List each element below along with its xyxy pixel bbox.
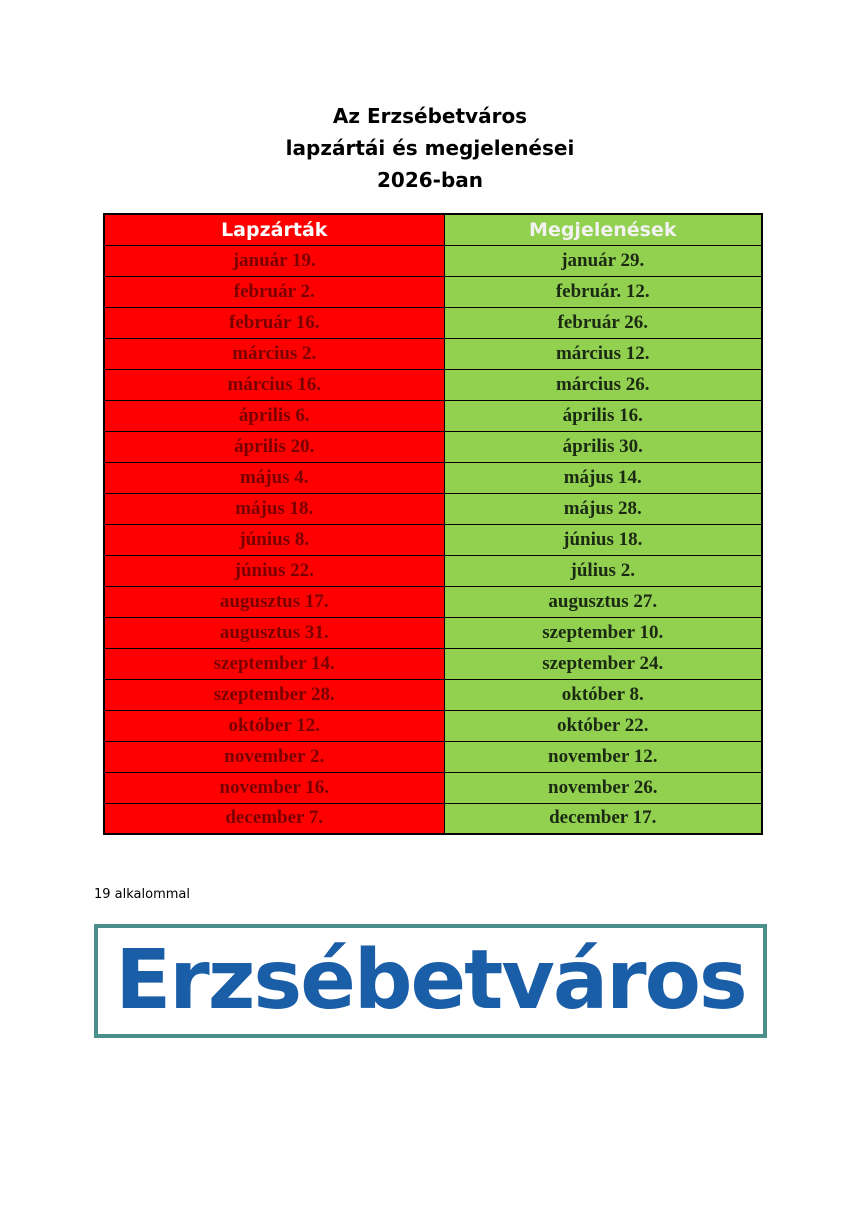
publication-cell: március 26. (444, 369, 762, 400)
schedule-table (103, 213, 763, 835)
publication-cell: november 26. (444, 772, 762, 803)
publication-cell: augusztus 27. (444, 586, 762, 617)
table-row (104, 617, 762, 648)
deadline-cell: március 2. (104, 338, 444, 369)
title-line-3: 2026-ban (376, 168, 483, 192)
table-row (104, 772, 762, 803)
deadline-cell: április 20. (104, 431, 444, 462)
publication-cell: február. 12. (444, 276, 762, 307)
deadline-cell: február 16. (104, 307, 444, 338)
schedule-body (104, 245, 762, 834)
deadline-cell: december 7. (104, 803, 444, 834)
occurrence-note: 19 alkalommal (94, 887, 190, 902)
publication-cell: március 12. (444, 338, 762, 369)
deadline-cell: február 2. (104, 276, 444, 307)
publication-cell: október 8. (444, 679, 762, 710)
publication-cell: december 17. (444, 803, 762, 834)
table-row (104, 555, 762, 586)
publication-cell: szeptember 10. (444, 617, 762, 648)
logo-text: Erzsébetváros (115, 933, 746, 1028)
deadline-cell: november 2. (104, 741, 444, 772)
table-row (104, 462, 762, 493)
table-row (104, 431, 762, 462)
publication-cell: szeptember 24. (444, 648, 762, 679)
table-row (104, 710, 762, 741)
title-line-1: Az Erzsébetváros (332, 104, 528, 128)
deadline-cell: június 22. (104, 555, 444, 586)
deadline-cell: szeptember 14. (104, 648, 444, 679)
publication-cell: április 16. (444, 400, 762, 431)
deadline-cell: augusztus 17. (104, 586, 444, 617)
deadline-cell: november 16. (104, 772, 444, 803)
table-row (104, 400, 762, 431)
publication-cell: február 26. (444, 307, 762, 338)
table-row (104, 648, 762, 679)
publication-cell: április 30. (444, 431, 762, 462)
deadline-cell: március 16. (104, 369, 444, 400)
page-title (0, 100, 860, 196)
publication-cell: május 14. (444, 462, 762, 493)
publication-cell: november 12. (444, 741, 762, 772)
deadline-cell: augusztus 31. (104, 617, 444, 648)
deadline-cell: január 19. (104, 245, 444, 276)
publication-cell: július 2. (444, 555, 762, 586)
deadline-cell: május 4. (104, 462, 444, 493)
deadline-cell: szeptember 28. (104, 679, 444, 710)
table-row (104, 245, 762, 276)
table-header-row (104, 214, 762, 245)
table-row (104, 493, 762, 524)
deadline-cell: október 12. (104, 710, 444, 741)
table-row (104, 524, 762, 555)
deadline-cell: május 18. (104, 493, 444, 524)
table-row (104, 586, 762, 617)
title-line-2: lapzártái és megjelenései (285, 136, 575, 160)
erzsebetvaros-logo (94, 924, 767, 1038)
publication-cell: október 22. (444, 710, 762, 741)
publication-cell: január 29. (444, 245, 762, 276)
publication-cell: május 28. (444, 493, 762, 524)
header-deadlines: Lapzárták (104, 214, 444, 245)
table-row (104, 369, 762, 400)
deadline-cell: június 8. (104, 524, 444, 555)
table-row (104, 741, 762, 772)
table-row (104, 803, 762, 834)
table-row (104, 307, 762, 338)
table-row (104, 276, 762, 307)
publication-cell: június 18. (444, 524, 762, 555)
deadline-cell: április 6. (104, 400, 444, 431)
table-row (104, 679, 762, 710)
table-row (104, 338, 762, 369)
header-publications: Megjelenések (444, 214, 762, 245)
